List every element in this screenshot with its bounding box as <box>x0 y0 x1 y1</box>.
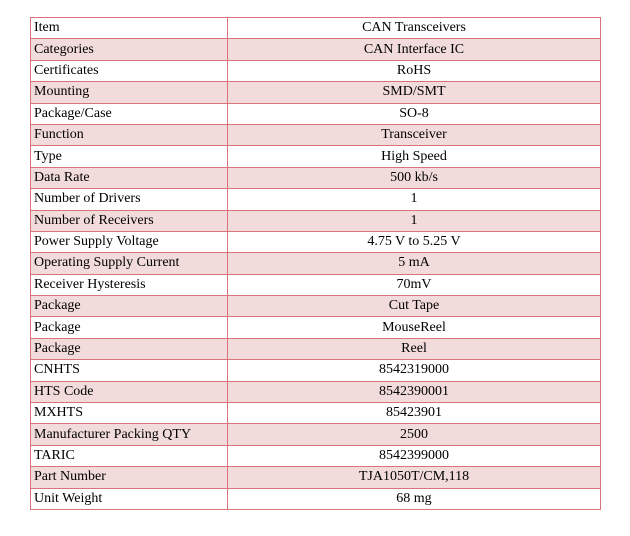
row-key: Manufacturer Packing QTY <box>31 424 228 445</box>
row-value: Transceiver <box>228 124 601 145</box>
row-value: 8542390001 <box>228 381 601 402</box>
table-row <box>31 103 601 124</box>
row-value: CAN Interface IC <box>228 39 601 60</box>
table-row <box>31 381 601 402</box>
table-row <box>31 338 601 359</box>
row-key: Operating Supply Current <box>31 253 228 274</box>
row-key: Receiver Hysteresis <box>31 274 228 295</box>
row-key: Function <box>31 124 228 145</box>
table-row <box>31 274 601 295</box>
table-row <box>31 210 601 231</box>
row-key: Unit Weight <box>31 488 228 509</box>
table-row <box>31 424 601 445</box>
row-key: Package <box>31 296 228 317</box>
table-row <box>31 467 601 488</box>
row-value: 68 mg <box>228 488 601 509</box>
row-key: Part Number <box>31 467 228 488</box>
row-value: 8542319000 <box>228 360 601 381</box>
row-key: Categories <box>31 39 228 60</box>
row-value: SO-8 <box>228 103 601 124</box>
table-row <box>31 488 601 509</box>
row-value: 1 <box>228 189 601 210</box>
table-row <box>31 167 601 188</box>
table-row <box>31 146 601 167</box>
row-value: SMD/SMT <box>228 82 601 103</box>
row-key: CNHTS <box>31 360 228 381</box>
row-value: RoHS <box>228 60 601 81</box>
row-value: 500 kb/s <box>228 167 601 188</box>
table-row <box>31 231 601 252</box>
row-value: High Speed <box>228 146 601 167</box>
table-row <box>31 403 601 424</box>
table-row <box>31 253 601 274</box>
row-key: Type <box>31 146 228 167</box>
row-key: Certificates <box>31 60 228 81</box>
row-value: 85423901 <box>228 403 601 424</box>
row-key: Number of Receivers <box>31 210 228 231</box>
table-row <box>31 189 601 210</box>
row-key: Number of Drivers <box>31 189 228 210</box>
spec-table-body <box>31 18 601 510</box>
table-row <box>31 39 601 60</box>
row-value: 1 <box>228 210 601 231</box>
row-value: MouseReel <box>228 317 601 338</box>
row-value: 2500 <box>228 424 601 445</box>
row-key: Package/Case <box>31 103 228 124</box>
row-value: 8542399000 <box>228 445 601 466</box>
table-row <box>31 124 601 145</box>
table-row <box>31 296 601 317</box>
row-key: Power Supply Voltage <box>31 231 228 252</box>
row-key: HTS Code <box>31 381 228 402</box>
spec-table <box>30 17 601 510</box>
table-row <box>31 445 601 466</box>
row-key: Package <box>31 317 228 338</box>
row-key: Data Rate <box>31 167 228 188</box>
row-key: Item <box>31 18 228 39</box>
table-row <box>31 317 601 338</box>
row-value: CAN Transceivers <box>228 18 601 39</box>
row-value: 70mV <box>228 274 601 295</box>
table-row <box>31 60 601 81</box>
table-row <box>31 360 601 381</box>
table-row <box>31 18 601 39</box>
row-value: TJA1050T/CM,118 <box>228 467 601 488</box>
row-key: Mounting <box>31 82 228 103</box>
table-row <box>31 82 601 103</box>
row-value: 5 mA <box>228 253 601 274</box>
row-key: TARIC <box>31 445 228 466</box>
row-value: Reel <box>228 338 601 359</box>
row-value: 4.75 V to 5.25 V <box>228 231 601 252</box>
row-key: MXHTS <box>31 403 228 424</box>
row-key: Package <box>31 338 228 359</box>
row-value: Cut Tape <box>228 296 601 317</box>
